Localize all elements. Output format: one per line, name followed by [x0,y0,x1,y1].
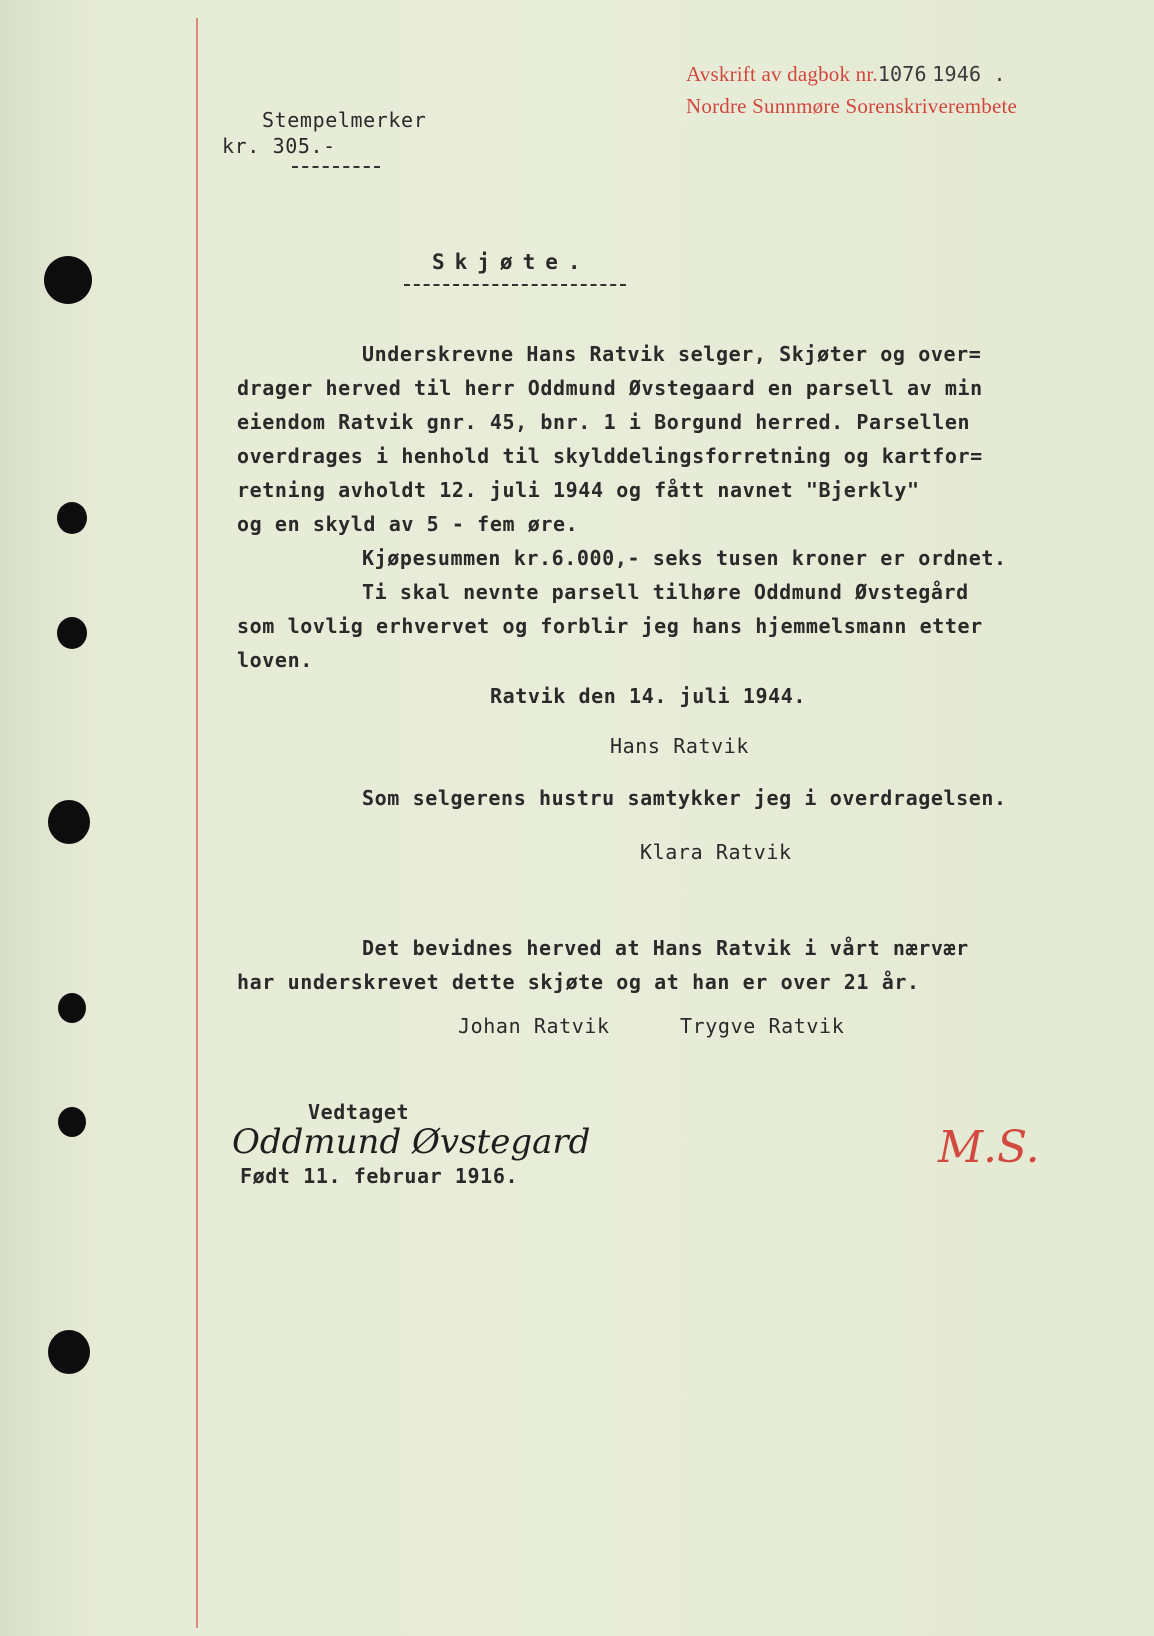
stamp-label: Avskrift av dagbok nr. [686,62,878,86]
stamp-underline [292,166,380,168]
body-line: eiendom Ratvik gnr. 45, bnr. 1 i Borgund herred. Parsellen [237,410,971,434]
document-title: Skjøte. [432,250,591,274]
body-line: loven. [237,648,313,672]
body-line: og en skyld av 5 - fem øre. [237,512,579,536]
accepted-label: Vedtaget [308,1100,410,1124]
seller-signature: Hans Ratvik [610,734,750,758]
stamp-marks-label: Stempelmerker [262,108,427,132]
punch-hole [48,800,90,844]
body-line: Underskrevne Hans Ratvik selger, Skjøter og over= [362,342,982,366]
witness-name-1: Johan Ratvik [458,1014,610,1038]
consent-line: Som selgerens hustru samtykker jeg i overdragelsen. [362,786,1007,810]
witness-name-2: Trygve Ratvik [680,1014,845,1038]
stamp-year: 1946 . [932,62,1006,86]
punch-hole [58,1107,86,1137]
body-line: Ti skal nevnte parsell tilhøre Oddmund Øvstegård [362,580,969,604]
buyer-signature: Oddmund Øvstegard [232,1122,591,1162]
body-line: retning avholdt 12. juli 1944 og fått navnet "Bjerkly" [237,478,920,502]
witness-line: Det bevidnes herved at Hans Ratvik i vårt nærvær [362,936,969,960]
punch-hole [48,1330,90,1374]
punch-hole [44,256,92,304]
buyer-birthdate: Født 11. februar 1916. [240,1164,519,1188]
spouse-signature: Klara Ratvik [640,840,792,864]
dateline: Ratvik den 14. juli 1944. [490,684,807,708]
body-line: Kjøpesummen kr.6.000,- seks tusen kroner er ordnet. [362,546,1007,570]
punch-hole [57,617,87,649]
registry-stamp-line1 [686,62,1006,87]
clerk-initials: M.S. [938,1122,1040,1173]
margin-rule [196,18,198,1628]
body-line: som lovlig erhvervet og forblir jeg hans hjemmelsmann etter [237,614,983,638]
stamp-marks-amount: kr. 305.- [222,134,336,158]
witness-line: har underskrevet dette skjøte og at han er over 21 år. [237,970,920,994]
body-line: drager herved til herr Oddmund Øvstegaard en parsell av min [237,376,983,400]
punch-hole [58,993,86,1023]
punch-hole [57,502,87,534]
registry-stamp-line2: Nordre Sunnmøre Sorenskriverembete [686,94,1018,118]
title-underline [404,284,626,286]
stamp-number: 1076 [877,62,927,86]
body-line: overdrages i henhold til skylddelingsforretning og kartfor= [237,444,983,468]
